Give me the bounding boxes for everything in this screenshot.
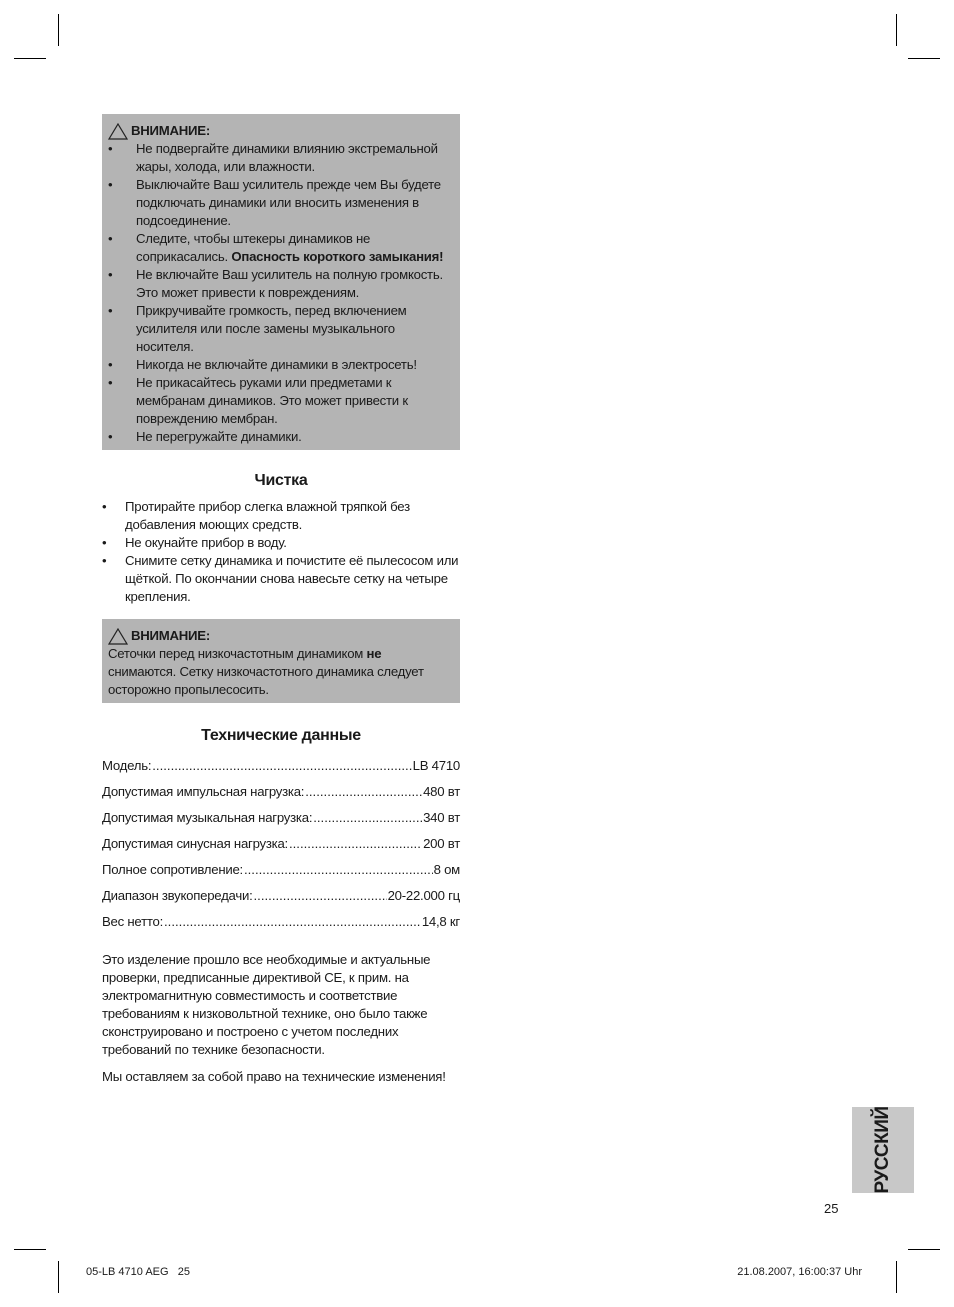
- spec-row: Диапазон звукопередачи: ..... 20-22.000 гц: [102, 883, 460, 909]
- list-item: • Не прикасайтесь руками или предметами к мембранам динамиков. Это может привести к повреждению мембран.: [108, 374, 450, 428]
- footer-right: 21.08.2007, 16:00:37 Uhr: [737, 1266, 862, 1278]
- spec-row: Полное сопротивление: ..... 8 ом: [102, 857, 460, 883]
- crop-mark: [896, 14, 897, 46]
- list-item: • Не подвергайте динамики влиянию экстремальной жары, холода, или влажности.: [108, 140, 450, 176]
- warning-box: [102, 114, 460, 450]
- crop-mark: [58, 1261, 59, 1293]
- crop-mark: [14, 1249, 46, 1250]
- crop-mark: [58, 14, 59, 46]
- spec-row: Допустимая импульсная нагрузка: ..... 480 вт: [102, 779, 460, 805]
- list-item: • Не включайте Ваш усилитель на полную громкость. Это может привести к повреждениям.: [108, 266, 450, 302]
- main-column: [102, 114, 460, 1086]
- crop-mark: [908, 1249, 940, 1250]
- warning-text: Сеточки перед низкочастотным динамиком не снимаются. Сетку низкочастотного динамика следует осторожно пропылесосить.: [108, 646, 424, 697]
- section-heading-specs: Технические данные: [201, 727, 361, 744]
- crop-mark: [896, 1261, 897, 1293]
- warning-box: [102, 619, 460, 703]
- spec-table: [102, 753, 460, 935]
- spec-row: Вес нетто: ..... 14,8 кг: [102, 909, 460, 935]
- list-item: • Никогда не включайте динамики в электросеть!: [108, 356, 450, 374]
- warning-triangle-icon: [108, 123, 128, 140]
- list-item: • Следите, чтобы штекеры динамиков не соприкасались. Опасность короткого замыкания!: [108, 230, 450, 266]
- section-heading-cleaning: Чистка: [254, 472, 308, 489]
- list-item: • Снимите сетку динамика и почистите её пылесосом или щёткой. По окончании снова навесьте сетку на четыре крепления.: [102, 552, 460, 606]
- warning-title: ВНИМАНИЕ:: [108, 627, 450, 645]
- list-item: • Прикручивайте громкость, перед включением усилителя или после замены музыкального носителя.: [108, 302, 450, 356]
- spec-row: Допустимая синусная нагрузка: ..... 200 вт: [102, 831, 460, 857]
- language-tab: [852, 1107, 914, 1193]
- crop-mark: [14, 58, 46, 59]
- warning-title: ВНИМАНИЕ:: [108, 122, 450, 140]
- list-item: • Протирайте прибор слегка влажной тряпкой без добавления моющих средств.: [102, 498, 460, 534]
- list-item: • Не окунайте прибор в воду.: [102, 534, 460, 552]
- list-item: • Выключайте Ваш усилитель прежде чем Вы будете подключать динамики или вносить изменения в подсоединение.: [108, 176, 450, 230]
- page-number: 25: [824, 1201, 839, 1216]
- cleaning-list: [102, 498, 460, 606]
- warning-triangle-icon: [108, 628, 128, 645]
- danger-text: Опасность короткого замыкания!: [231, 249, 444, 264]
- crop-mark: [908, 58, 940, 59]
- footer-left: 05-LB 4710 AEG 25: [86, 1266, 190, 1278]
- warning-list: [108, 140, 450, 446]
- rights-paragraph: Мы оставляем за собой право на технические изменения!: [102, 1069, 446, 1084]
- spec-row: Допустимая музыкальная нагрузка: ..... 340 вт: [102, 805, 460, 831]
- list-item: • Не перегружайте динамики.: [108, 428, 450, 446]
- language-tab-label: РУССКИЙ: [872, 1106, 893, 1194]
- compliance-paragraph: Это изделение прошло все необходимые и актуальные проверки, предписанные директивой CE, к прим. на электромагнитную совместимость и соответствие требованиям к низковольтной технике, оно было также сконструировано и построено с учетом последних требований по технике безопасности.: [102, 952, 431, 1057]
- spec-row: Модель: ..... LB 4710: [102, 753, 460, 779]
